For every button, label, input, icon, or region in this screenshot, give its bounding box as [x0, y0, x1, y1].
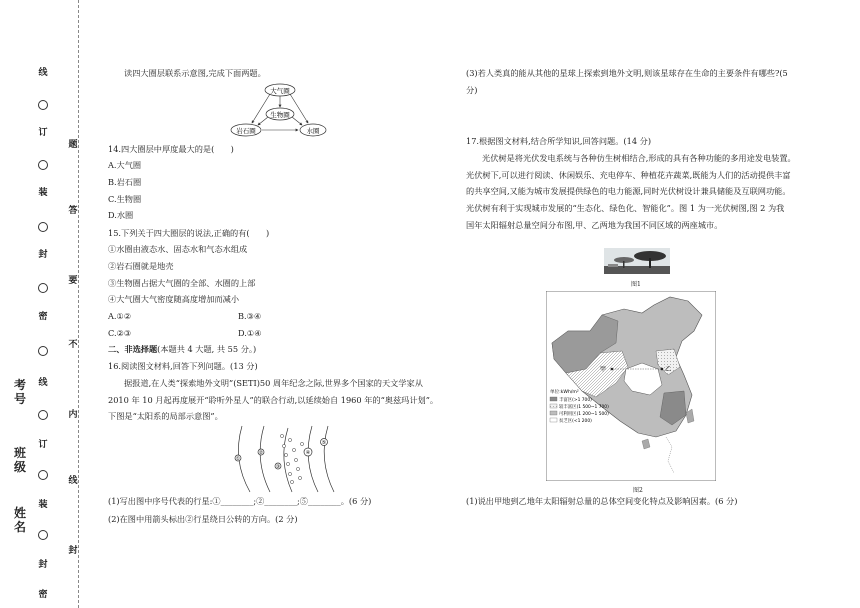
legend-item-1: 丰富区(>1 700) [559, 398, 592, 403]
q15-item-1: ①水圈由液态水、固态水和气态水组成 [108, 244, 248, 254]
name-label: 姓名 [13, 506, 26, 534]
binding-mark: 订 [38, 128, 48, 138]
q16-para-line-3: 下图是“太阳系的局部示意图”。 [108, 411, 223, 421]
section-note: (本题共 4 大题, 共 55 分。) [157, 344, 257, 354]
q15-option-a: A.①② [108, 311, 132, 321]
q14-option-a: A.大气圈 [108, 160, 142, 170]
q17-sub1: (1)说出甲地到乙地年太阳辐射总量的总体空间变化特点及影响因素。(6 分) [466, 496, 738, 506]
map-label-b: 乙 [665, 366, 672, 373]
q14-stem: 14.四大圈层中厚度最大的是( ) [108, 144, 234, 154]
q14-option-c: C.生物圈 [108, 194, 142, 204]
q16-sub3-line-1: (3)若人类真的能从其他的星球上探索到地外文明,则该星球存在生命的主要条件有哪些?(5 [466, 68, 788, 78]
q16-sub2: (2)在图中用箭头标出②行星绕日公转的方向。(2 分) [108, 514, 298, 524]
binding-mark: 题 [68, 140, 78, 150]
diagram-label-hydrosphere: 水圈 [306, 127, 320, 135]
student-id-label: 考号 [13, 378, 26, 406]
binding-hole [38, 283, 48, 293]
binding-mark: 封 [38, 560, 48, 570]
binding-hole [38, 222, 48, 232]
binding-hole [38, 346, 48, 356]
q17-line-3: 的共享空间,又能为城市发展提供绿色的电力能源,同时光伏树设计兼具储能及互联网功能。 [466, 186, 791, 196]
planet-label-5: ⑤ [321, 440, 327, 446]
intro-text: 读四大圈层联系示意图,完成下面两题。 [124, 68, 266, 78]
binding-mark: 装 [38, 500, 48, 510]
legend-title: 单位:kWh/m² [550, 390, 579, 395]
q16-sub1: (1)写出图中序号代表的行星:①________;②________;⑤________。(6 分) [108, 496, 372, 506]
diagram-label-atmosphere: 大气圈 [270, 87, 290, 95]
q16-para-line-1: 据报道,在人类“探索地外文明”(SETI)50 周年纪念之际,世界多个国家的天文学家从 [124, 378, 423, 388]
q15-option-c: C.②③ [108, 328, 132, 338]
binding-dashed-line [78, 0, 79, 608]
q15-item-3: ③生物圈占据大气圈的全部、水圈的上部 [108, 278, 256, 288]
binding-mark: 不 [68, 340, 78, 350]
q17-stem: 17.根据图文材料,结合所学知识,回答问题。(14 分) [466, 136, 652, 146]
planet-label-4: ④ [305, 450, 311, 456]
q15-stem: 15.下列关于四大圈层的说法,正确的有( ) [108, 228, 270, 238]
map-label-a: 甲 [600, 366, 607, 373]
diagram-label-lithosphere: 岩石圈 [236, 127, 256, 135]
binding-hole [38, 160, 48, 170]
q16-para-line-2: 2010 年 10 月起再度展开“聆听外星人”的联合行动,以延续始自 1960 年的“奥兹玛计划”。 [108, 395, 439, 405]
section-heading [108, 344, 256, 355]
q17-line-5: 国年太阳辐射总量空间分布图,甲、乙两地为我国不同区域的两座城市。 [466, 220, 723, 230]
binding-hole [38, 530, 48, 540]
binding-hole [38, 410, 48, 420]
binding-hole [38, 100, 48, 110]
spheres-diagram [230, 80, 330, 140]
pv-tree-photo [604, 248, 670, 274]
solar-radiation-map [546, 291, 716, 481]
binding-mark: 线 [38, 378, 48, 388]
q17-line-2: 光伏树下,可以进行阅读、休闲娱乐、充电停车、种植花卉蔬菜,既能为人们的活动提供丰富 [466, 170, 791, 180]
diagram-label-biosphere: 生物圈 [270, 111, 290, 119]
q15-item-2: ②岩石圈就是地壳 [108, 261, 174, 271]
q14-option-d: D.水圈 [108, 210, 134, 220]
fig1-caption: 图1 [631, 281, 641, 288]
planet-label-3: ③ [275, 464, 281, 470]
q17-line-4: 光伏树有利于实现城市发展的“生态化、绿色化、智能化”。图 1 为一光伏树图,图 2 为我 [466, 203, 785, 213]
binding-mark: 封 [38, 250, 48, 260]
planet-label-1: ① [235, 456, 241, 462]
section-title: 二、非选择题 [108, 344, 158, 354]
q15-item-4: ④大气圈大气密度随高度增加而减小 [108, 294, 240, 304]
binding-mark: 要 [68, 276, 78, 286]
binding-mark: 密 [38, 312, 48, 322]
legend-item-2: 较丰富区(1 500~1 700) [559, 405, 609, 410]
class-label: 班级 [13, 446, 26, 474]
binding-mark: 答 [68, 206, 78, 216]
q15-option-b: B.③④ [238, 311, 262, 321]
fig2-caption: 图2 [633, 487, 643, 494]
binding-mark: 线 [68, 476, 78, 486]
q15-option-d: D.①④ [238, 328, 262, 338]
q16-stem: 16.阅读图文材料,回答下列问题。(13 分) [108, 361, 258, 371]
legend-item-3: 可利用区(1 200~1 500) [559, 412, 609, 417]
binding-mark: 线 [38, 68, 48, 78]
q17-line-1: 光伏树是将光伏发电系统与各种仿生树相结合,形成的具有各种功能的多用途发电装置。 [482, 153, 796, 163]
q14-option-b: B.岩石圈 [108, 177, 142, 187]
legend-item-4: 贫乏区(<1 200) [559, 419, 592, 424]
binding-mark: 封 [68, 546, 78, 556]
solar-system-diagram [224, 422, 344, 494]
binding-mark: 密 [38, 590, 48, 600]
q16-sub3-line-2: 分) [466, 85, 478, 95]
planet-label-2: ② [258, 450, 264, 456]
binding-hole [38, 470, 48, 480]
binding-mark: 装 [38, 188, 48, 198]
binding-mark: 内 [68, 410, 78, 420]
binding-mark: 订 [38, 440, 48, 450]
